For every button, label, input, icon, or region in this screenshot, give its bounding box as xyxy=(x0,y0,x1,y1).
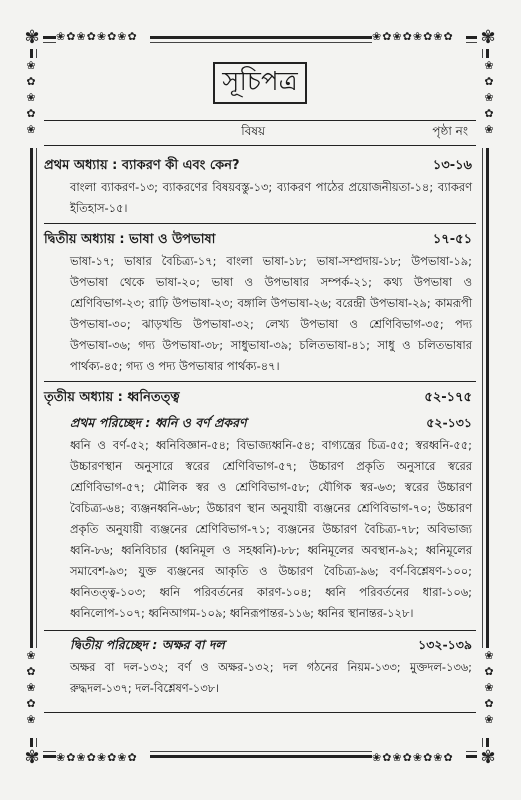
section-title: প্রথম পরিচ্ছেদ : ধ্বনি ও বর্ণ প্রকরণ xyxy=(70,415,247,430)
border-ornament-top-left: ❀✿❀✿❀✿❀✿ xyxy=(56,30,150,44)
corner-ornament-icon: ✾ xyxy=(21,747,43,769)
header-subject: বিষয় xyxy=(241,124,266,138)
chapter-title: তৃতীয় অধ্যায় : ধ্বনিতত্ত্ব xyxy=(44,390,180,405)
toc-header xyxy=(44,120,476,146)
border-ornament-bottom-left: ❀✿❀✿❀✿❀✿ xyxy=(56,751,150,765)
chapter-title: দ্বিতীয় অধ্যায় : ভাষা ও উপভাষা xyxy=(44,232,216,247)
page-title-text: সূচিপত্র xyxy=(222,67,298,97)
section-2-topics: অক্ষর বা দল-১৩২; বর্ণ ও অক্ষর-১৩২; দল গঠনের নিয়ম-১৩৩; মুক্তদল-১৩৬; রুদ্ধদল-১৩৭; দল-বিশ্লেষণ-১৩৮। xyxy=(70,660,472,695)
chapter-title: প্রথম অধ্যায় : ব্যাকরণ কী এবং কেন? xyxy=(44,158,240,173)
chapter-pages: ১৩-১৬ xyxy=(432,158,472,173)
chapter-2-topics: ভাষা-১৭; ভাষার বৈচিত্র্য-১৭; বাংলা ভাষা-১৮; ভাষা-সম্প্রদায়-১৮; উপভাষা-১৯; উপভাষা থেকে ভাষা-২০; ভাষা ও উপভাষার সম্পর্ক-২১; কথ্য উপভাষা ও শ্রেণিবিভাগ-২৩; রাঢ়ি উপভাষা-২৩; বঙ্গালি উপভাষা-২৬; বরেন্দ্রী উপভাষা-২৯; কামরূপী উপভাষা-৩০; ঝাড়খন্ডি উপভাষা-৩২; লেখ্য উপভাষা ও শ্রেণিবিভাগ-৩৫; পদ্য উপভাষা-৩৬; গদ্য উপভাষা-৩৮; সাধুভাষা-৩৯; চলিতভাষা-৪১; সাধু ও চলিতভাষার পার্থক্য-৪৫; গদ্য ও পদ্য উপভাষার পার্থক্য-৪৭। xyxy=(70,254,472,373)
bottom-divider xyxy=(44,712,476,713)
corner-ornament-icon: ✾ xyxy=(477,747,499,769)
border-ornament-right-top: ❀ ✿ ❀ ✿ ❀ xyxy=(482,58,496,148)
chapter-pages: ১৭-৫১ xyxy=(432,232,472,247)
chapter-pages: ৫২-১৭৫ xyxy=(424,390,472,405)
section-pages: ১৩২-১৩৯ xyxy=(418,637,472,652)
border-ornament-left-top: ❀ ✿ ❀ ✿ ❀ xyxy=(24,58,38,148)
section-pages: ৫২-১৩১ xyxy=(426,415,472,430)
chapter-1-heading[interactable] xyxy=(44,156,476,177)
corner-ornament-icon: ✾ xyxy=(21,27,43,49)
corner-ornament-icon: ✾ xyxy=(477,27,499,49)
chapter-3-heading[interactable] xyxy=(44,381,476,409)
border-ornament-bottom-right: ❀✿❀✿❀✿❀✿ xyxy=(372,751,466,765)
page-title xyxy=(213,62,307,104)
chapter-2-heading[interactable] xyxy=(44,223,476,251)
section-title: দ্বিতীয় পরিচ্ছেদ : অক্ষর বা দল xyxy=(70,637,225,652)
section-1-topics: ধ্বনি ও বর্ণ-৫২; ধ্বনিবিজ্ঞান-৫৪; বিভাজ্যধ্বনি-৫৪; বাগ্যন্ত্রের চিত্র-৫৫; স্বরধ্বনি-৫৫; উচ্চারণস্থান অনুসারে স্বরের শ্রেণিবিভাগ-৫৭; উচ্চারণ প্রকৃতি অনুসারে স্বরের শ্রেণিবিভাগ-৫৭; মৌলিক স্বর ও শ্রেণিবিভাগ-৫৮; যৌগিক স্বর-৬৩; স্বরের উচ্চারণ বৈচিত্র্য-৬৪; ব্যঞ্জনধ্বনি-৬৮; উচ্চারণ স্থান অনুযায়ী ব্যঞ্জনের শ্রেণিবিভাগ-৭০; উচ্চারণ প্রকৃতি অনুযায়ী ব্যঞ্জনের শ্রেণিবিভাগ-৭১; ব্যঞ্জনের উচ্চারণ বৈচিত্র্য-৭৮; অবিভাজ্য ধ্বনি-৮৬; ধ্বনিবিচার (ধ্বনিমূল ও সহধ্বনি)-৮৮; ধ্বনিমূলের অবস্থান-৯২; ধ্বনিমূলের সমাবেশ-৯৩; যুক্ত ব্যঞ্জনের আকৃতি ও উচ্চারণ বৈচিত্র্য-৯৬; বর্ণ-বিশ্লেষণ-১০০; ধ্বনিতত্ত্ব-১০৩; ধ্বনি পরিবর্তনের কারণ-১০৪; ধ্বনি পরিবর্তনের ধারা-১০৬; ধ্বনিলোপ-১০৭; ধ্বনিআগম-১০৯; ধ্বনিরূপান্তর-১১৬; ধ্বনির স্থানান্তর-১২৮। xyxy=(70,438,472,620)
section-1-heading[interactable] xyxy=(44,415,476,435)
chapter-1-topics: বাংলা ব্যাকরণ-১৩; ব্যাকরণের বিষয়বস্তু-১৩; ব্যাকরণ পাঠের প্রয়োজনীয়তা-১৪; ব্যাকরণ ইতিহাস-১৫। xyxy=(70,180,472,215)
border-ornament-left-bottom: ❀ ✿ ❀ ✿ ❀ xyxy=(24,648,38,738)
border-ornament-right-bottom: ❀ ✿ ❀ ✿ ❀ xyxy=(482,648,496,738)
section-2-heading[interactable] xyxy=(44,630,476,657)
border-ornament-top-right: ❀✿❀✿❀✿❀✿ xyxy=(372,30,466,44)
table-of-contents xyxy=(44,120,476,699)
header-page-no: পৃষ্ঠা নং xyxy=(432,124,468,138)
